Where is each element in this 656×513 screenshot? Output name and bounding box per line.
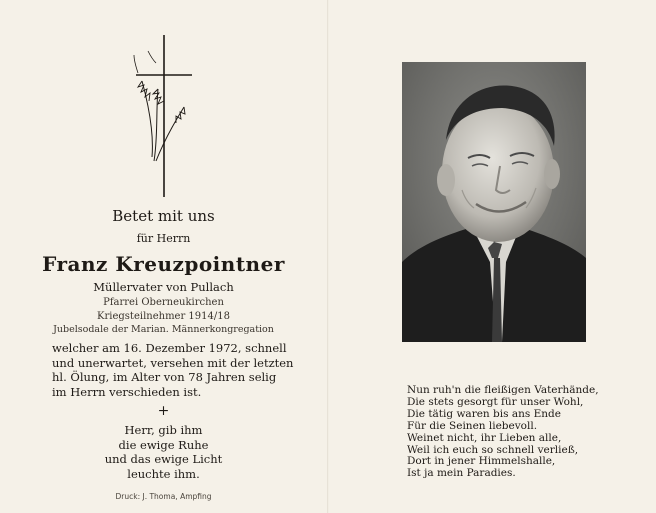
right-page [329, 0, 656, 513]
poem-line: Dort in jener Himmelshalle, [407, 455, 556, 468]
war-service-line: Kriegsteilnehmer 1914/18 [97, 311, 230, 322]
memorial-poem [407, 385, 599, 480]
poem-line: Die stets gesorgt für unser Wohl, [407, 395, 584, 408]
sodality-line: Jubelsodale der Marian. Männerkongregation [53, 324, 274, 335]
death-notice-line: hl. Ölung, im Alter von 78 Jahren selig [52, 370, 277, 384]
deceased-title: Müllervater von Pullach [93, 280, 234, 294]
portrait-photo [402, 62, 586, 342]
left-page [0, 0, 327, 513]
death-notice-line: im Herrn verschieden ist. [52, 384, 202, 399]
pray-heading: Betet mit uns [112, 207, 215, 225]
death-notice-line: welcher am 16. Dezember 1972, schnell [52, 341, 287, 355]
death-notice [52, 341, 292, 399]
prayer-line: leuchte ihm. [127, 466, 200, 481]
death-notice-line: und unerwartet, versehen mit der letzten [52, 355, 294, 370]
prayer-block [0, 423, 327, 481]
prayer-line: die ewige Ruhe [118, 437, 209, 452]
for-sir-label: für Herrn [136, 232, 191, 245]
poem-line: Für die Seinen liebevoll. [407, 419, 538, 432]
prayer-line: und das ewige Licht [104, 452, 223, 466]
portrait-image [402, 62, 586, 342]
poem-line: Die tätig waren bis ans Ende [407, 407, 561, 420]
plus-mark: + [157, 403, 170, 419]
poem-line: Nun ruh'n die fleißigen Vaterhände, [407, 384, 599, 396]
poem-line: Ist ja mein Paradies. [407, 467, 516, 480]
prayer-line: Herr, gib ihm [124, 423, 203, 437]
deceased-name: Franz Kreuzpointner [42, 252, 285, 276]
printer-credit: Druck: J. Thoma, Ampfing [115, 492, 212, 501]
parish-line: Pfarrei Oberneukirchen [103, 297, 224, 308]
poem-line: Weinet nicht, ihr Lieben alle, [407, 431, 562, 444]
poem-line: Weil ich euch so schnell verließ, [407, 443, 579, 456]
cross-with-wheat-icon [128, 33, 198, 199]
